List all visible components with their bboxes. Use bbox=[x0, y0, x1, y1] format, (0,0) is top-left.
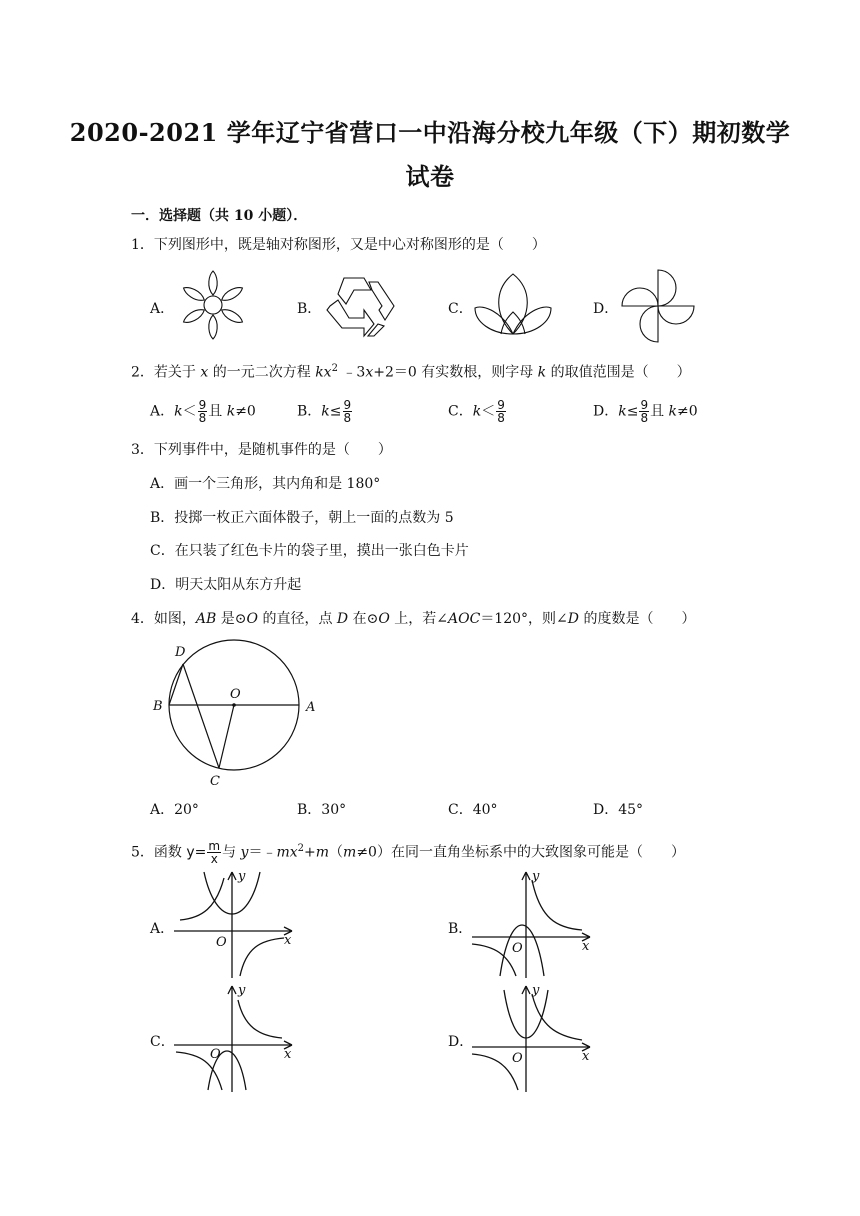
flower-figure bbox=[178, 270, 250, 340]
q4-option-d: D．45° bbox=[593, 802, 644, 818]
q3-option-d: D．明天太阳从东方升起 bbox=[150, 577, 302, 593]
question-number: 3． bbox=[131, 442, 154, 458]
q5-option-d-label: D． bbox=[448, 1034, 474, 1050]
q5-var: m bbox=[343, 844, 357, 861]
option-relation: ＜ bbox=[481, 403, 496, 420]
q2-option-d bbox=[593, 399, 698, 424]
q4-text: ＝120°，则∠ bbox=[480, 611, 568, 627]
question-number: 5． bbox=[131, 844, 154, 861]
q2-text: 的一元二次方程 bbox=[208, 364, 316, 381]
q2-text: ﹣3 bbox=[337, 364, 366, 381]
option-label: D． bbox=[593, 403, 619, 420]
q4-text: 的度数是（ ） bbox=[579, 611, 696, 627]
axis-label-y: y bbox=[532, 869, 540, 884]
q2-option-b bbox=[297, 399, 353, 424]
q5-option-a-label: A． bbox=[150, 921, 175, 937]
option-var: k bbox=[668, 403, 678, 420]
option-var: k bbox=[618, 403, 627, 420]
option-text: ≠0 bbox=[677, 403, 698, 420]
option-label: B． bbox=[297, 403, 322, 420]
axis-label-origin: O bbox=[210, 1047, 221, 1062]
q5-var: y bbox=[240, 844, 249, 861]
q5-option-c-label: C． bbox=[150, 1034, 175, 1050]
q4-var: D bbox=[336, 611, 349, 627]
section-heading: 一．选择题（共 10 小题）． bbox=[131, 208, 308, 224]
fraction-denominator: 8 bbox=[640, 411, 649, 425]
option-var: k bbox=[472, 403, 482, 420]
axis-label-y: y bbox=[532, 983, 540, 998]
q5-option-b-label: B． bbox=[448, 921, 473, 937]
q4-var: D bbox=[567, 611, 579, 627]
q1-option-a-label: A． bbox=[150, 301, 175, 317]
chord-db bbox=[169, 664, 183, 705]
q2-text: 若关于 bbox=[153, 364, 201, 381]
q4-text: 是⊙ bbox=[216, 611, 247, 627]
q5-function: y= bbox=[186, 844, 207, 861]
label-b: B bbox=[153, 699, 163, 714]
label-o: O bbox=[230, 687, 241, 702]
option-relation: ＜ bbox=[182, 403, 197, 420]
q4-var: O bbox=[378, 611, 390, 627]
axis-label-x: x bbox=[284, 933, 292, 948]
q5-text: 与 bbox=[222, 844, 241, 861]
graph-d bbox=[470, 982, 600, 1094]
option-label: C． bbox=[448, 403, 473, 420]
fraction-numerator: 9 bbox=[497, 398, 505, 412]
q2-text: 的取值范围是（ ） bbox=[546, 364, 691, 381]
fraction-numerator: 9 bbox=[343, 398, 352, 412]
question-3 bbox=[131, 441, 392, 459]
question-1 bbox=[131, 236, 546, 254]
question-number: 1． bbox=[131, 237, 154, 253]
fraction-numerator: 9 bbox=[198, 398, 207, 412]
q5-var: mx bbox=[276, 844, 298, 861]
q5-text: + bbox=[304, 844, 316, 861]
q4-var: AOC bbox=[448, 611, 481, 627]
fraction-denominator: x bbox=[210, 852, 218, 867]
lotus-figure bbox=[473, 272, 553, 338]
option-var: k bbox=[226, 403, 236, 420]
q2-var: k bbox=[315, 364, 324, 381]
option-label: A． bbox=[150, 403, 175, 420]
recycle-arrows-figure bbox=[324, 270, 396, 340]
fraction bbox=[496, 399, 506, 424]
q2-option-c bbox=[448, 399, 507, 424]
q5-var: m bbox=[315, 844, 330, 861]
fraction bbox=[198, 399, 208, 424]
axis-label-x: x bbox=[582, 1049, 590, 1064]
fraction-denominator: 8 bbox=[198, 411, 207, 425]
q1-option-b-label: B． bbox=[297, 301, 322, 317]
q4-text: 在⊙ bbox=[348, 611, 379, 627]
question-text: 下列图形中，既是轴对称图形，又是中心对称图形的是（ ） bbox=[153, 237, 546, 253]
q4-text: 如图， bbox=[153, 611, 196, 627]
fraction bbox=[343, 399, 353, 424]
option-relation: ≤ bbox=[626, 403, 639, 420]
fraction-denominator: 8 bbox=[343, 411, 352, 425]
question-number: 2． bbox=[131, 364, 154, 381]
q5-text: ≠0）在同一直角坐标系中的大致图象可能是（ ） bbox=[356, 844, 685, 861]
q3-option-c: C．在只装了红色卡片的袋子里，摸出一张白色卡片 bbox=[150, 543, 469, 559]
q2-text: +2＝0 有实数根，则字母 bbox=[373, 364, 538, 381]
q2-var: k bbox=[537, 364, 547, 381]
option-text: 且 bbox=[650, 403, 669, 420]
fraction-denominator: 8 bbox=[497, 411, 505, 425]
pinwheel-figure bbox=[618, 266, 698, 346]
graph-a bbox=[172, 868, 302, 980]
axis-label-y: y bbox=[238, 983, 246, 998]
label-c: C bbox=[210, 774, 220, 789]
q5-text: （ bbox=[329, 844, 344, 861]
fraction-numerator: 9 bbox=[640, 398, 649, 412]
q4-var: O bbox=[246, 611, 258, 627]
radius-oc bbox=[219, 705, 234, 768]
option-relation: ≤ bbox=[329, 403, 342, 420]
graph-c bbox=[172, 982, 302, 1094]
axis-label-y: y bbox=[238, 869, 246, 884]
q2-var: x bbox=[200, 364, 209, 381]
label-a: A bbox=[306, 700, 316, 715]
q4-option-c: C．40° bbox=[448, 802, 498, 818]
option-var: k bbox=[321, 403, 330, 420]
option-var: k bbox=[174, 403, 183, 420]
q1-option-d-label: D． bbox=[593, 301, 619, 317]
q3-option-b: B．投掷一枚正六面体骰子，朝上一面的点数为 5 bbox=[150, 510, 454, 526]
q5-text: 函数 bbox=[153, 844, 187, 861]
chord-dc bbox=[183, 664, 219, 768]
q2-exponent: 2 bbox=[331, 363, 338, 374]
q3-option-a: A．画一个三角形，其内角和是 180° bbox=[150, 476, 381, 492]
axis-label-x: x bbox=[284, 1047, 292, 1062]
q4-option-b: B．30° bbox=[297, 802, 347, 818]
q1-option-c-label: C． bbox=[448, 301, 473, 317]
document-title: 2020-2021 学年辽宁省营口一中沿海分校九年级（下）期初数学 bbox=[69, 118, 791, 147]
option-text: 且 bbox=[208, 403, 227, 420]
axis-label-origin: O bbox=[216, 935, 227, 950]
q4-text: 的直径，点 bbox=[258, 611, 337, 627]
graph-b bbox=[470, 868, 600, 980]
q4-var: AB bbox=[195, 611, 217, 627]
axis-label-origin: O bbox=[512, 1051, 523, 1066]
question-2 bbox=[131, 360, 691, 382]
circle-diagram bbox=[150, 640, 325, 788]
q4-text: 上，若∠ bbox=[389, 611, 448, 627]
q4-option-a: A．20° bbox=[150, 802, 199, 818]
fraction bbox=[207, 840, 221, 865]
q2-var: x bbox=[323, 364, 332, 381]
q5-text: ＝﹣ bbox=[248, 844, 277, 861]
label-d: D bbox=[175, 645, 186, 660]
q2-var: x bbox=[365, 364, 374, 381]
center-point bbox=[232, 703, 236, 707]
question-4 bbox=[131, 610, 695, 628]
option-text: ≠0 bbox=[235, 403, 256, 420]
question-number: 4． bbox=[131, 611, 154, 627]
axis-label-origin: O bbox=[512, 941, 523, 956]
q5-exponent: 2 bbox=[297, 843, 305, 854]
axis-label-x: x bbox=[582, 939, 590, 954]
question-text: 下列事件中，是随机事件的是（ ） bbox=[153, 442, 392, 458]
document-title-line2: 试卷 bbox=[405, 162, 455, 191]
q2-option-a bbox=[150, 399, 256, 424]
fraction bbox=[639, 399, 649, 424]
question-5 bbox=[131, 840, 685, 865]
fraction-numerator: m bbox=[208, 839, 221, 854]
